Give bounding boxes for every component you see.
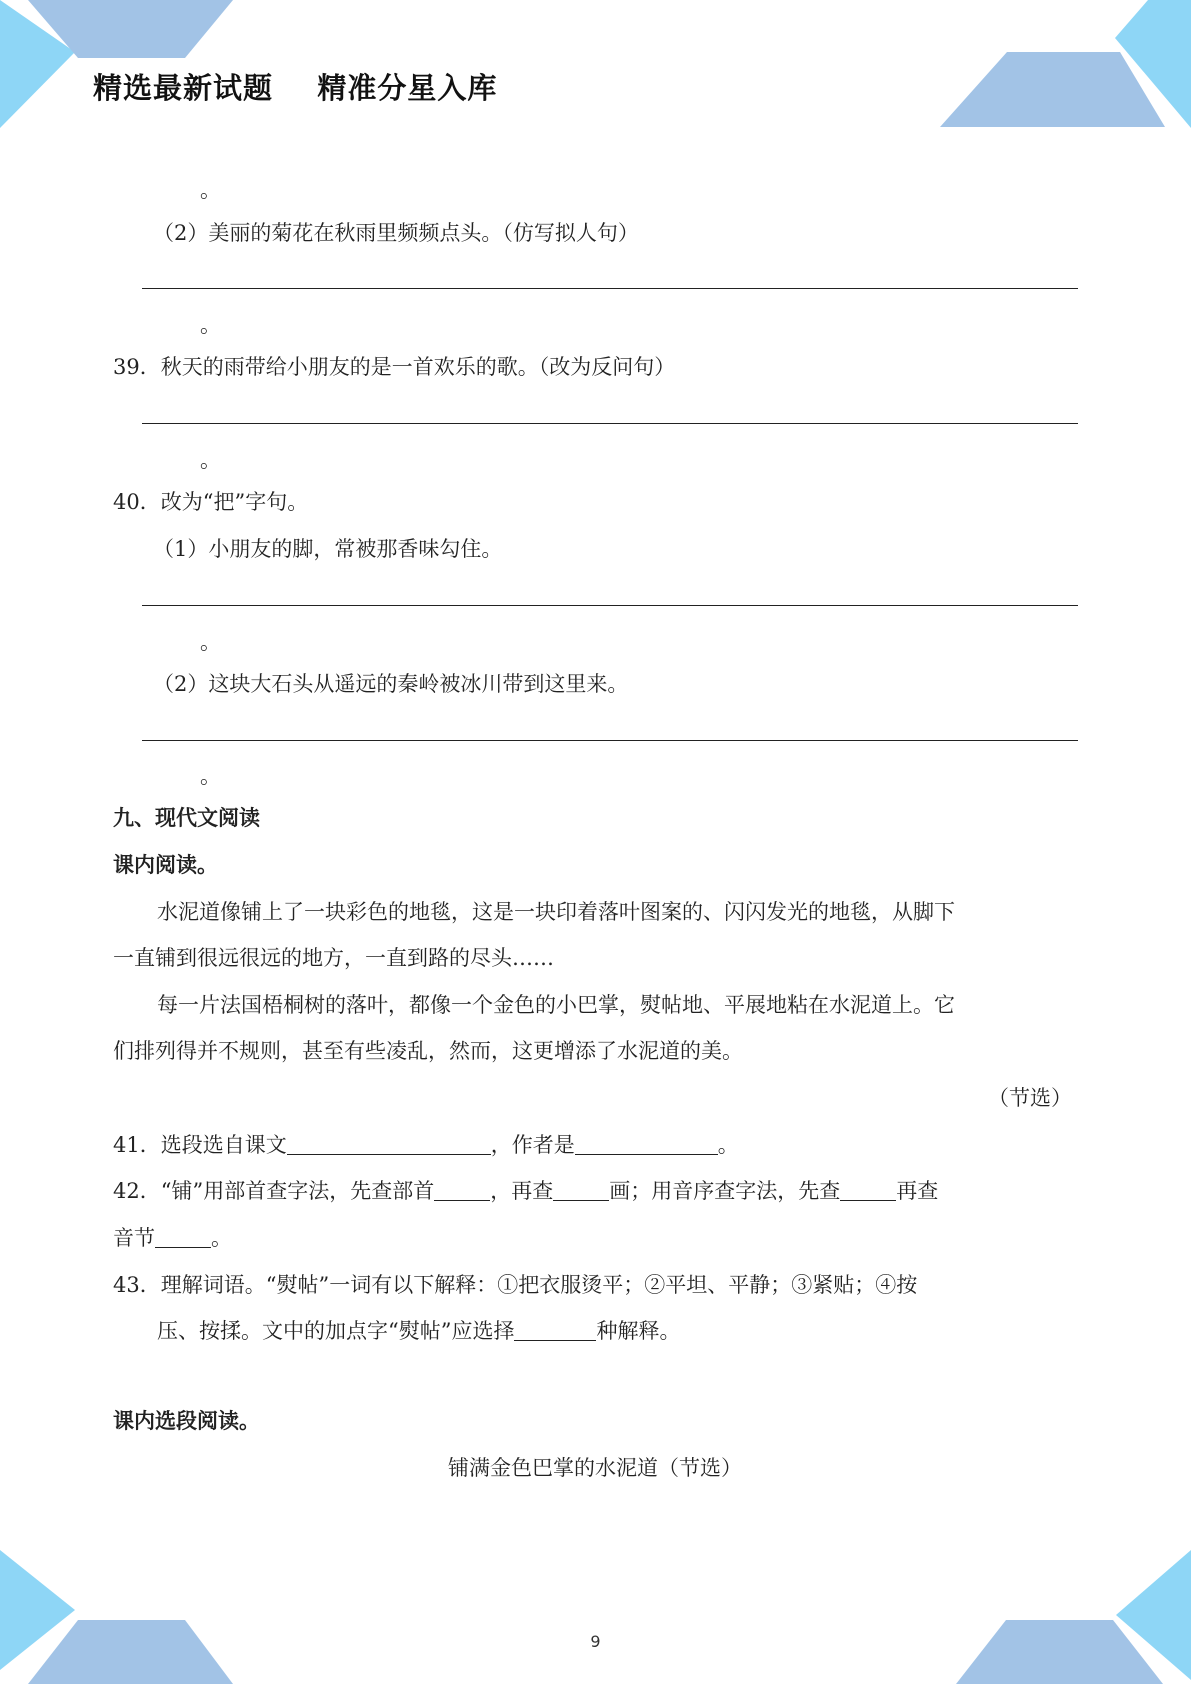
question-43: 43．理解词语。“熨帖”一词有以下解释：①把衣服烫平；②平坦、平静；③紧贴；④按 (113, 1273, 918, 1297)
subsection-heading: 课内阅读。 (113, 853, 218, 877)
answer-line (142, 288, 1078, 289)
answer-end-dot: 。 (200, 178, 221, 202)
question-40-1: （1）小朋友的脚，常被那香味勾住。 (153, 537, 503, 561)
fill-blank[interactable] (840, 1178, 896, 1201)
answer-line (142, 740, 1078, 741)
question-43-cont: 压、按揉。文中的加点字“熨帖”应选择 种解释。 (157, 1319, 681, 1343)
subsection-heading: 课内选段阅读。 (113, 1409, 260, 1433)
top-right-decoration (935, 0, 1191, 130)
answer-end-dot: 。 (200, 764, 221, 788)
fill-blank[interactable] (514, 1318, 596, 1341)
question-42-cont: 音节 。 (113, 1226, 232, 1250)
bottom-right-decoration (951, 1545, 1191, 1684)
section-heading: 九、现代文阅读 (113, 806, 260, 830)
passage-paragraph-2: 每一片法国梧桐树的落叶，都像一个金色的小巴掌，熨帖地、平展地粘在水泥道上。它 (157, 993, 955, 1017)
top-left-decoration (0, 0, 240, 130)
fill-blank[interactable] (434, 1178, 490, 1201)
question-41: 41．选段选自课文 ，作者是 。 (113, 1133, 739, 1157)
header-title: 精选最新试题 精准分星入库 (93, 71, 498, 105)
answer-end-dot: 。 (200, 630, 221, 654)
passage-paragraph-2-cont: 们排列得并不规则，甚至有些凌乱，然而，这更增添了水泥道的美。 (113, 1039, 743, 1063)
fill-blank[interactable] (155, 1225, 211, 1248)
answer-line (142, 605, 1078, 606)
question-42: 42．“铺”用部首查字法，先查部首 ，再查 画；用音序查字法，先查 再查 (113, 1179, 939, 1203)
excerpt-note: （节选） (988, 1086, 1072, 1110)
passage-paragraph-1: 水泥道像铺上了一块彩色的地毯，这是一块印着落叶图案的、闪闪发光的地毯，从脚下 (157, 900, 955, 924)
bottom-left-decoration (0, 1545, 240, 1684)
answer-end-dot: 。 (200, 448, 221, 472)
fill-blank[interactable] (575, 1132, 718, 1155)
excerpt-title: 铺满金色巴掌的水泥道（节选） (448, 1456, 742, 1480)
fill-blank[interactable] (287, 1132, 491, 1155)
question-40-2: （2）这块大石头从遥远的秦岭被冰川带到这里来。 (153, 672, 629, 696)
fill-blank[interactable] (553, 1178, 609, 1201)
question-40: 40．改为“把”字句。 (113, 490, 309, 514)
page-number: 9 (590, 1632, 601, 1651)
passage-paragraph-1-cont: 一直铺到很远很远的地方，一直到路的尽头…… (113, 946, 554, 970)
question-38-2: （2）美丽的菊花在秋雨里频频点头。（仿写拟人句） (153, 221, 639, 245)
answer-end-dot: 。 (200, 313, 221, 337)
answer-line (142, 423, 1078, 424)
question-39: 39．秋天的雨带给小朋友的是一首欢乐的歌。（改为反问句） (113, 355, 676, 379)
